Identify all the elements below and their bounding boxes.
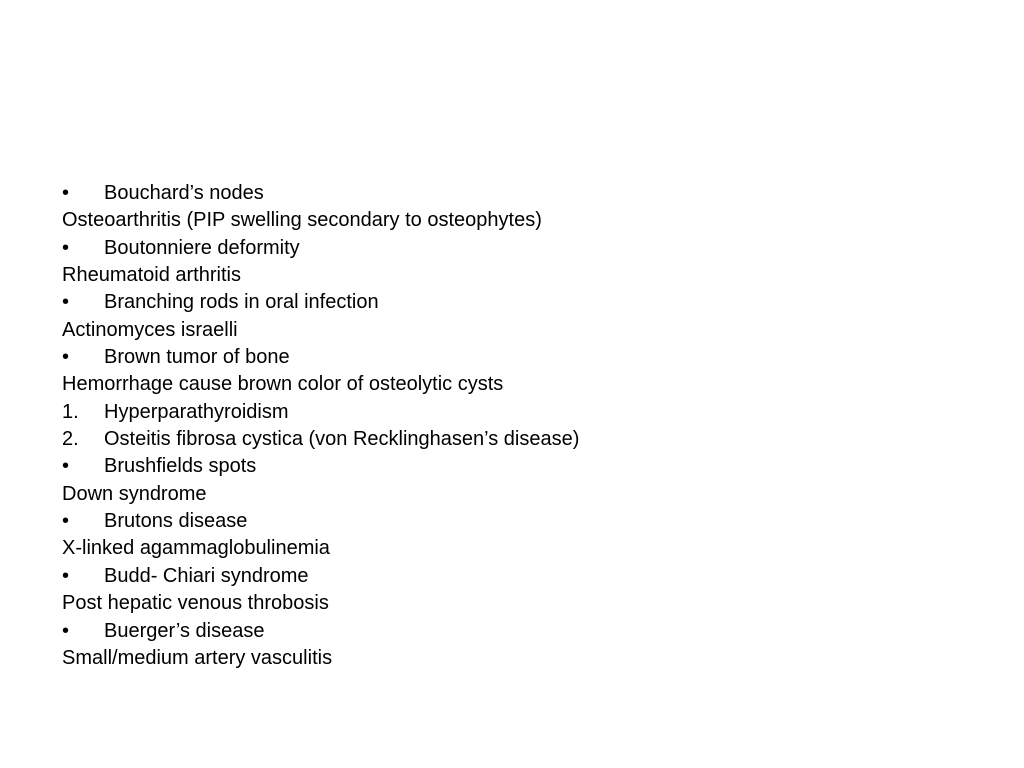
item-text: Actinomyces israelli <box>62 318 238 341</box>
bullet-marker: • <box>62 510 70 533</box>
description-line <box>62 207 1002 234</box>
bullet-marker: • <box>62 346 70 369</box>
item-text: Hemorrhage cause brown color of osteolytic cysts <box>62 373 504 396</box>
numbered-item <box>62 399 1002 426</box>
item-text: Small/medium artery vasculitis <box>62 646 333 669</box>
description-line <box>62 645 1002 672</box>
numbered-item <box>62 426 1002 453</box>
item-text: Buerger’s disease <box>104 619 265 642</box>
description-line <box>62 317 1002 344</box>
item-text: Down syndrome <box>62 482 207 505</box>
number-marker: 2. <box>62 428 79 451</box>
description-line <box>62 535 1002 562</box>
number-marker: 1. <box>62 400 79 423</box>
bullet-marker: • <box>62 564 70 587</box>
list-item <box>62 453 1002 480</box>
item-text: Osteoarthritis (PIP swelling secondary to osteophytes) <box>62 209 542 232</box>
item-text: Budd- Chiari syndrome <box>104 564 309 587</box>
item-text: Boutonniere deformity <box>104 236 300 259</box>
item-text: Rheumatoid arthritis <box>62 264 241 287</box>
list-item <box>62 235 1002 262</box>
description-line <box>62 481 1002 508</box>
description-line <box>62 262 1002 289</box>
item-text: Brushfields spots <box>104 455 257 478</box>
slide-content <box>62 180 1002 672</box>
item-text: Hyperparathyroidism <box>104 400 289 423</box>
item-text: Bouchard’s nodes <box>104 182 264 204</box>
list-item <box>62 508 1002 535</box>
item-text: Post hepatic venous throbosis <box>62 592 329 615</box>
bullet-marker: • <box>62 291 70 314</box>
list-item <box>62 289 1002 316</box>
item-text: Brown tumor of bone <box>104 346 290 369</box>
bullet-marker: • <box>62 619 70 642</box>
description-line <box>62 371 1002 398</box>
bullet-marker: • <box>62 236 70 259</box>
item-text: Brutons disease <box>104 510 248 533</box>
item-text: Osteitis fibrosa cystica (von Recklinghasen’s disease) <box>104 428 580 451</box>
item-text: Branching rods in oral infection <box>104 291 379 314</box>
list-item <box>62 618 1002 645</box>
list-item <box>62 563 1002 590</box>
list-item <box>62 344 1002 371</box>
description-line <box>62 590 1002 617</box>
bullet-marker: • <box>62 182 70 204</box>
list-item <box>62 180 1002 207</box>
item-text: X-linked agammaglobulinemia <box>62 537 330 560</box>
bullet-marker: • <box>62 455 70 478</box>
